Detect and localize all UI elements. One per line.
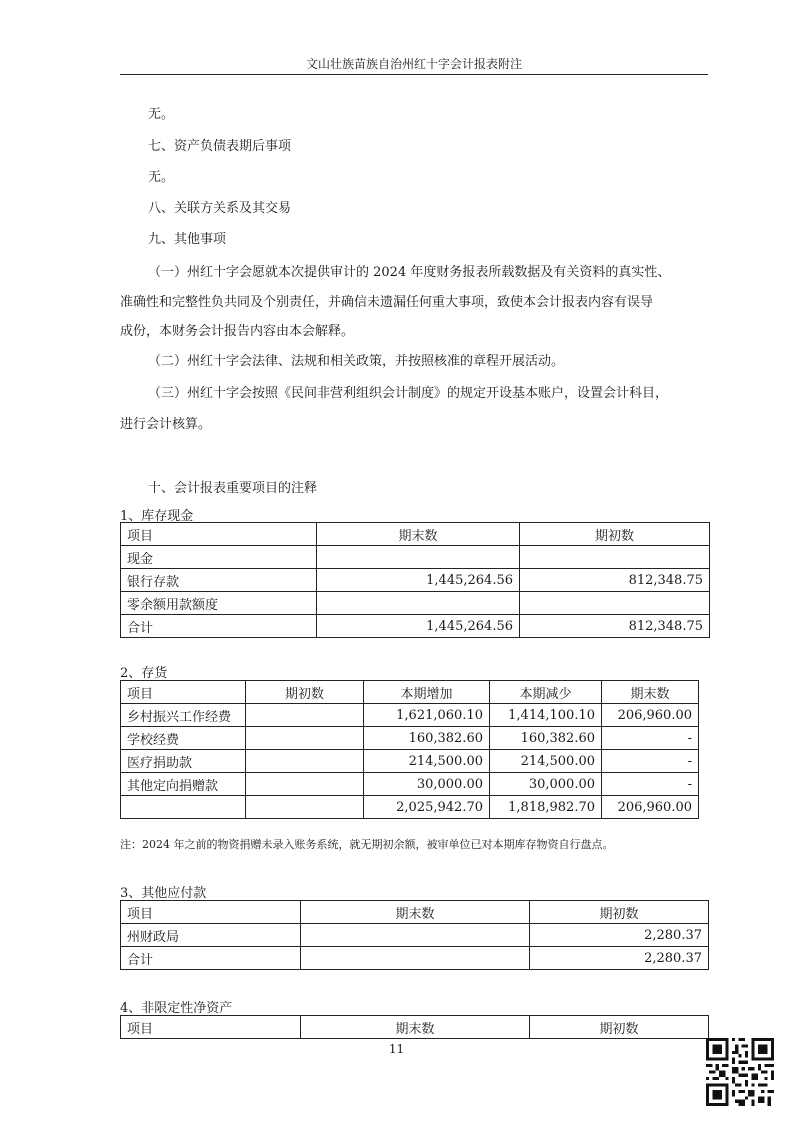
cell: 零余额用款额度 xyxy=(121,592,317,615)
header-cell: 本期减少 xyxy=(490,681,602,704)
cell: 30,000.00 xyxy=(364,773,490,796)
cell: 乡村振兴工作经费 xyxy=(121,704,246,727)
table-row xyxy=(121,704,699,727)
cell: 160,382.60 xyxy=(364,727,490,750)
other-payables-table xyxy=(120,900,709,970)
table-title: 3、其他应付款 xyxy=(120,886,207,901)
table-header-row xyxy=(121,681,699,704)
cell xyxy=(317,546,520,569)
header-cell: 期末数 xyxy=(602,681,699,704)
table-row xyxy=(121,546,710,569)
table-title: 4、非限定性净资产 xyxy=(120,1001,233,1016)
cell: 医疗捐助款 xyxy=(121,750,246,773)
cell xyxy=(246,773,364,796)
cell xyxy=(246,727,364,750)
cell xyxy=(246,796,364,819)
table-row-total xyxy=(121,796,699,819)
cell: 合计 xyxy=(121,947,301,970)
paragraph: 无。 xyxy=(148,107,175,122)
table-row-total xyxy=(121,947,709,970)
header-rule xyxy=(120,74,708,75)
section-heading-8: 八、关联方关系及其交易 xyxy=(148,201,292,216)
cell xyxy=(301,924,530,947)
cell: 812,348.75 xyxy=(520,615,710,638)
header-cell: 期末数 xyxy=(301,901,530,924)
table-header-row xyxy=(121,523,710,546)
header-cell: 项目 xyxy=(121,901,301,924)
cell: 1,414,100.10 xyxy=(490,704,602,727)
header-cell: 项目 xyxy=(121,1016,301,1039)
cell: 2,280.37 xyxy=(530,947,709,970)
cell: 214,500.00 xyxy=(364,750,490,773)
header-cell: 期初数 xyxy=(520,523,710,546)
table-title: 1、库存现金 xyxy=(120,509,194,524)
cell: 州财政局 xyxy=(121,924,301,947)
cell: 1,445,264.56 xyxy=(317,569,520,592)
cell: 2,025,942.70 xyxy=(364,796,490,819)
paragraph-line: 成份，本财务会计报告内容由本会解释。 xyxy=(120,324,355,339)
header-cell: 期初数 xyxy=(246,681,364,704)
table-row-total xyxy=(121,615,710,638)
page-header-title: 文山壮族苗族自治州红十字会计报表附注 xyxy=(305,57,522,71)
header-cell: 项目 xyxy=(121,523,317,546)
paragraph-line: 进行会计核算。 xyxy=(120,417,212,432)
cell: 银行存款 xyxy=(121,569,317,592)
table-title: 2、存货 xyxy=(120,666,168,681)
table-row xyxy=(121,924,709,947)
cell: - xyxy=(602,773,699,796)
paragraph-line: （三）州红十字会按照《民间非营利组织会计制度》的规定开设基本账户，设置会计科目， xyxy=(148,386,669,401)
cell: 214,500.00 xyxy=(490,750,602,773)
cell: 1,621,060.10 xyxy=(364,704,490,727)
section-heading-7: 七、资产负债表期后事项 xyxy=(148,139,292,154)
inventory-table xyxy=(120,680,699,819)
qr-code-icon xyxy=(706,1038,774,1106)
cell: 812,348.75 xyxy=(520,569,710,592)
cell: 206,960.00 xyxy=(602,704,699,727)
cell: 学校经费 xyxy=(121,727,246,750)
table-row xyxy=(121,592,710,615)
page-number: 11 xyxy=(388,1042,405,1056)
table-row xyxy=(121,750,699,773)
header-cell: 期初数 xyxy=(530,1016,709,1039)
table-note: 注：2024 年之前的物资捐赠未录入账务系统，就无期初余额，被审单位已对本期库存物资自行盘点。 xyxy=(120,838,614,851)
cell xyxy=(246,704,364,727)
table-header-row xyxy=(121,901,709,924)
cell: 1,445,264.56 xyxy=(317,615,520,638)
cell: - xyxy=(602,750,699,773)
cell: 现金 xyxy=(121,546,317,569)
table-row xyxy=(121,727,699,750)
cell xyxy=(520,592,710,615)
cell: - xyxy=(602,727,699,750)
section-heading-9: 九、其他事项 xyxy=(148,232,227,247)
header-cell: 期末数 xyxy=(317,523,520,546)
cash-table xyxy=(120,522,710,638)
cell: 2,280.37 xyxy=(530,924,709,947)
section-heading-10: 十、会计报表重要项目的注释 xyxy=(148,481,318,496)
cell: 合计 xyxy=(121,615,317,638)
unrestricted-net-assets-table xyxy=(120,1015,709,1039)
table-row xyxy=(121,569,710,592)
header-cell: 本期增加 xyxy=(364,681,490,704)
cell xyxy=(317,592,520,615)
cell: 160,382.60 xyxy=(490,727,602,750)
header-cell: 期末数 xyxy=(301,1016,530,1039)
table-row xyxy=(121,773,699,796)
paragraph-line: （一）州红十字会愿就本次提供审计的 2024 年度财务报表所载数据及有关资料的真实性、 xyxy=(148,265,671,280)
cell: 206,960.00 xyxy=(602,796,699,819)
cell xyxy=(520,546,710,569)
cell: 1,818,982.70 xyxy=(490,796,602,819)
paragraph-line: （二）州红十字会法律、法规和相关政策，并按照核准的章程开展活动。 xyxy=(148,354,565,369)
paragraph: 无。 xyxy=(148,170,175,185)
paragraph-line: 准确性和完整性负共同及个别责任，并确信未遗漏任何重大事项，致使本会计报表内容有误导 xyxy=(120,295,654,310)
cell xyxy=(246,750,364,773)
cell xyxy=(121,796,246,819)
header-cell: 期初数 xyxy=(530,901,709,924)
table-header-row xyxy=(121,1016,709,1039)
header-cell: 项目 xyxy=(121,681,246,704)
cell xyxy=(301,947,530,970)
cell: 其他定向捐赠款 xyxy=(121,773,246,796)
cell: 30,000.00 xyxy=(490,773,602,796)
